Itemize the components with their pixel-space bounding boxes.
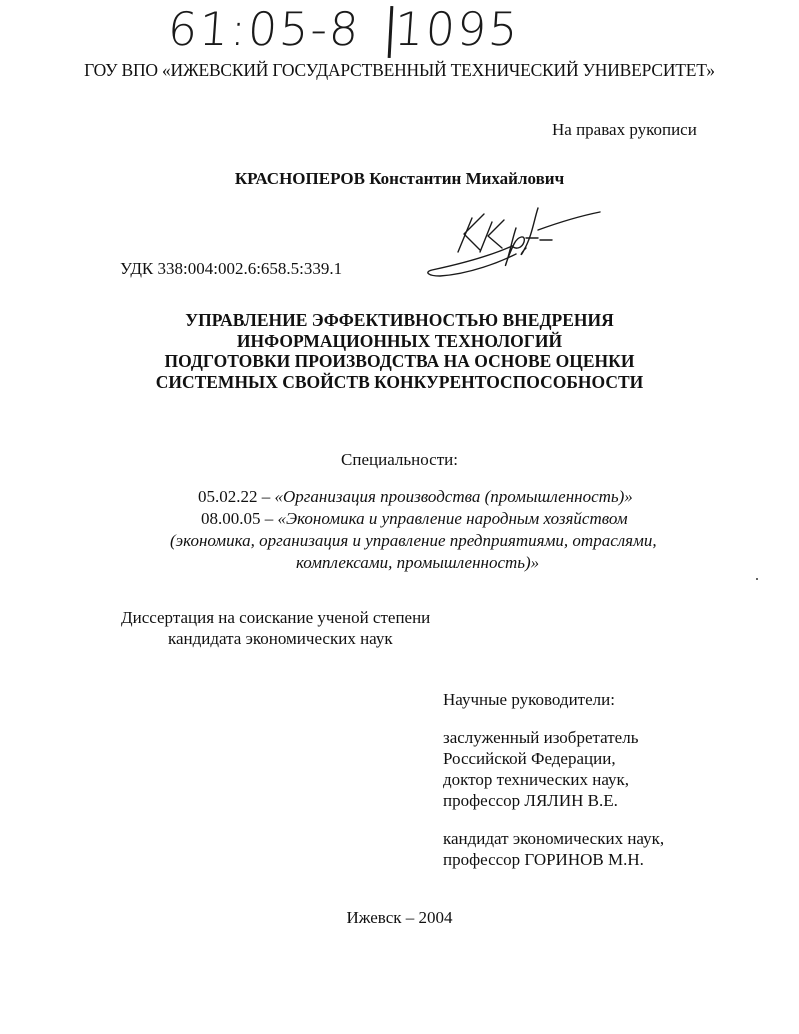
university-header: ГОУ ВПО «ИЖЕВСКИЙ ГОСУДАРСТВЕННЫЙ ТЕХНИЧЕСКИЙ УНИВЕРСИТЕТ»	[84, 60, 715, 80]
supervisor-line: профессор ГОРИНОВ М.Н.	[443, 850, 644, 869]
dissertation-degree-line: Диссертация на соискание ученой степени	[121, 608, 431, 627]
author-surname: КРАСНОПЕРОВ	[234, 169, 365, 188]
udc-code: УДК 338:004:002.6:658.5:339.1	[120, 259, 343, 278]
specialty-line	[296, 552, 539, 574]
title-line: ИНФОРМАЦИОННЫХ ТЕХНОЛОГИЙ	[236, 330, 563, 351]
specialty-line	[198, 486, 633, 508]
scan-speck	[756, 578, 758, 580]
city-year: Ижевск – 2004	[346, 908, 453, 927]
supervisor-line: Российской Федерации,	[443, 749, 616, 768]
dissertation-title	[0, 310, 799, 392]
specialty-code: 05.02.22 –	[198, 487, 275, 506]
specialty-name: «Экономика и управление народным хозяйством	[277, 509, 628, 528]
specialty-name: (экономика, организация и управление предприятиями, отраслями,	[170, 531, 657, 550]
archive-number	[166, 2, 521, 56]
supervisor-line: доктор технических наук,	[443, 770, 630, 789]
dissertation-degree-line: кандидата экономических наук	[168, 629, 393, 648]
specialty-name: «Организация производства (промышленность)»	[274, 487, 633, 506]
supervisors-heading: Научные руководители:	[443, 690, 615, 709]
specialty-name: комплексами, промышленность)»	[296, 553, 540, 572]
supervisor-line: профессор ЛЯЛИН В.Е.	[443, 791, 618, 810]
manuscript-rights-note: На правах рукописи	[552, 120, 697, 139]
author-given-names: Константин Михайлович	[369, 169, 565, 188]
specialty-line	[170, 530, 657, 552]
supervisor-line: кандидат экономических наук,	[443, 829, 665, 848]
specialty-line	[201, 508, 628, 530]
title-line: ПОДГОТОВКИ ПРОИЗВОДСТВА НА ОСНОВЕ ОЦЕНКИ	[164, 351, 635, 371]
author-name	[0, 169, 799, 189]
archive-number-prefix: 61:05-8	[166, 2, 363, 56]
title-line: СИСТЕМНЫХ СВОЙСТВ КОНКУРЕНТОСПОСОБНОСТИ	[155, 371, 644, 392]
title-line: УПРАВЛЕНИЕ ЭФФЕКТИВНОСТЬЮ ВНЕДРЕНИЯ	[185, 310, 614, 330]
supervisor-line: заслуженный изобретатель	[443, 728, 639, 747]
author-signature	[420, 200, 610, 285]
archive-number-suffix: 1095	[392, 2, 522, 56]
specialties-heading: Специальности:	[341, 450, 458, 469]
specialty-code: 08.00.05 –	[201, 509, 278, 528]
